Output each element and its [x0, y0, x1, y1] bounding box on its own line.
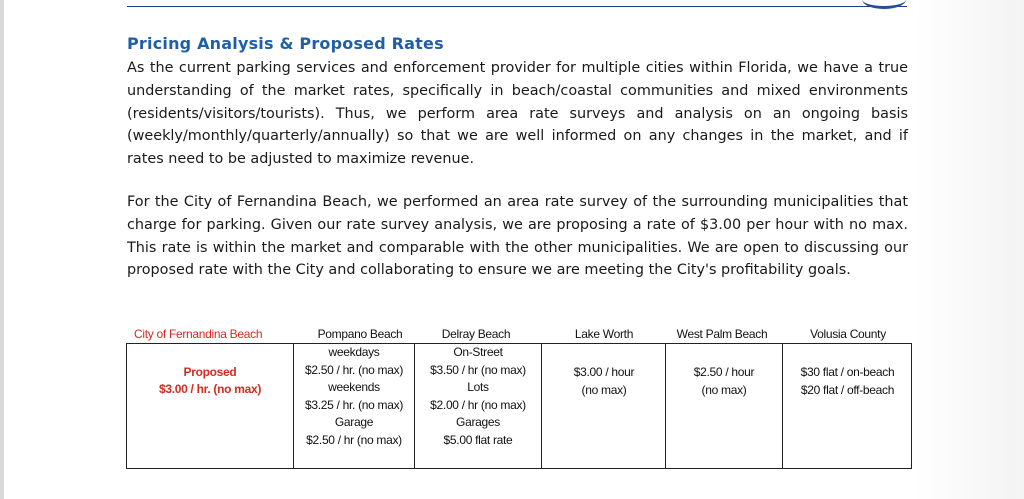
cell-line: $2.50 / hr. (no max)	[304, 362, 404, 377]
paragraph-market-rates: As the current parking services and enforcement provider for multiple cities within Florida, we have a true understanding of the market rates, specifically in beach/coastal communities and mixed environments (residents/visitors/tourists). Thus, we perform area rate surveys and analysis on an ongoing basis (weekly/monthly/quarterly/annually) so that we are well informed on any changes in the market, and if rates need to be adjusted to maximize revenue.	[127, 60, 908, 168]
header-lake-worth: Lake Worth	[574, 327, 634, 341]
header-pompano: Pompano Beach	[317, 327, 403, 341]
cell-line: (no max)	[701, 382, 747, 397]
cell-line: Lots	[467, 380, 489, 395]
cell-line: $2.00 / hr (no max)	[430, 397, 526, 412]
cell-line: $3.00 / hour	[573, 365, 635, 379]
cell-line: weekends	[328, 380, 380, 395]
cell-line: Proposed	[183, 365, 237, 379]
header-volusia: Volusia County	[810, 327, 886, 341]
paragraph-proposed-rate: For the City of Fernandina Beach, we performed an area rate survey of the surrounding municipalities that charge for parking. Given our rate survey analysis, we are proposing a rate of $3.00 per hour with no max. This rate is within the market and comparable with the other municipalities. We are open to discussing our proposed rate with the City and collaborating to ensure we are meeting the City's profitability goals.	[127, 194, 908, 279]
cell-line: $3.50 / hr (no max)	[430, 362, 526, 377]
rate-comparison-table	[126, 327, 912, 447]
cell-delray	[414, 344, 541, 468]
header-logo-arc	[862, 0, 906, 9]
cell-line: $2.50 / hr (no max)	[306, 432, 402, 447]
page-left-edge	[0, 0, 4, 499]
cell-line: $20 flat / off-beach	[800, 382, 895, 397]
cell-line: $3.00 / hr. (no max)	[158, 382, 262, 396]
cell-fernandina	[127, 344, 293, 468]
cell-line: On-Street	[453, 345, 503, 359]
cell-line: $30 flat / on-beach	[800, 365, 895, 379]
cell-line: $2.50 / hour	[693, 365, 755, 379]
cell-volusia	[782, 344, 912, 468]
section-heading: Pricing Analysis & Proposed Rates	[127, 34, 444, 53]
cell-line: weekdays	[328, 345, 380, 359]
cell-line: Garage	[334, 415, 374, 430]
header-rule	[127, 6, 907, 7]
cell-pompano	[293, 344, 414, 468]
page-right-shade	[912, 0, 1024, 499]
cell-line: $5.00 flat rate	[443, 432, 513, 447]
header-west-palm: West Palm Beach	[676, 327, 768, 341]
cell-line: Garages	[456, 415, 500, 430]
table-body	[126, 343, 912, 469]
cell-lake-worth	[541, 344, 666, 468]
cell-line: $3.25 / hr. (no max)	[304, 397, 404, 412]
cell-west-palm	[665, 344, 782, 468]
table-header-row	[126, 327, 912, 343]
header-delray: Delray Beach	[441, 327, 511, 341]
header-fernandina: City of Fernandina Beach	[134, 327, 263, 341]
cell-line: (no max)	[581, 382, 627, 397]
